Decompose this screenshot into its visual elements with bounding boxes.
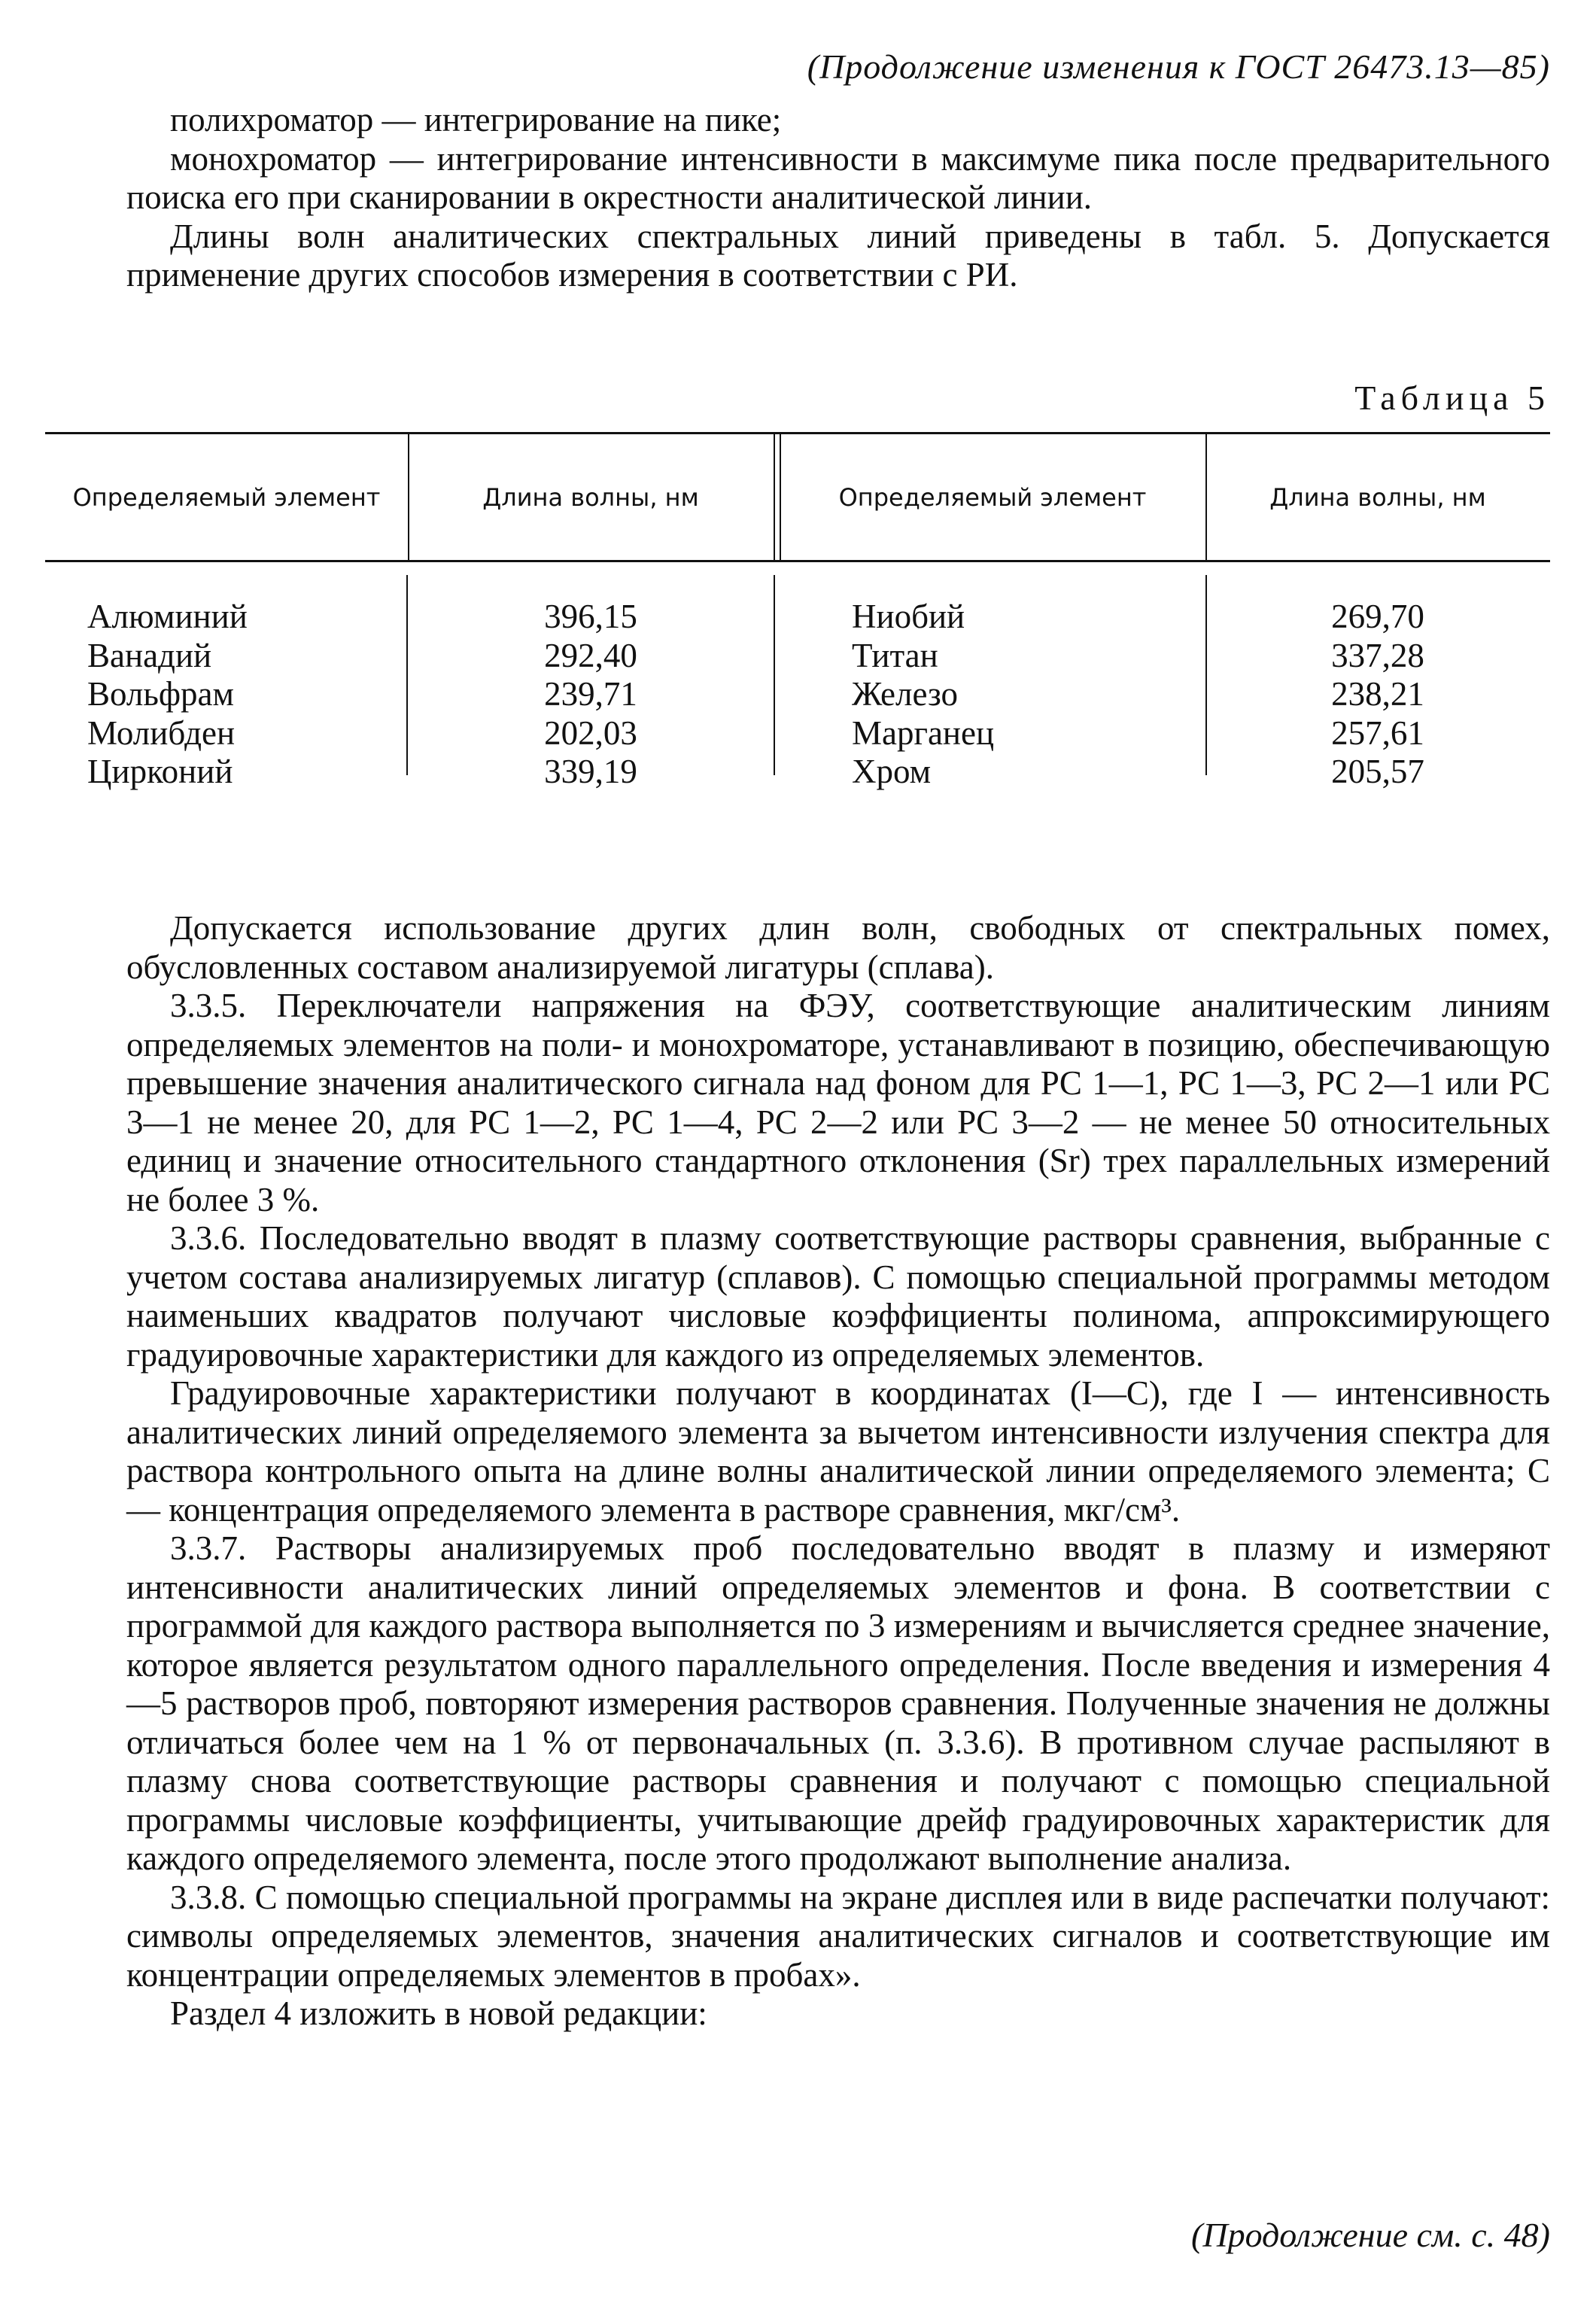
- header-wavelength-right: Длина волны, нм: [1269, 483, 1486, 512]
- wavelength-table: [45, 432, 1550, 798]
- table-cell: 257,61: [1331, 713, 1424, 752]
- left-element-column: [87, 598, 248, 792]
- section-3-3-7: 3.3.7. Растворы анализируемых проб последовательно вводят в плазму и измеряют интенсивности аналитических линий определяемых элементов и фона. В соответствии с программой для каждого раствора выполняется по 3 измерениям и вычисляется среднее значение, которое является результатом одного параллельного определения. После введения и измерения 4—5 растворов проб, повторяют измерения растворов сравнения. Полученные значения не должны отличаться более чем на 1 % от первоначальных (п. 3.3.6). В противном случае распыляют в плазму снова соответствующие растворы сравнения и получают с помощью специальной программы числовые коэффициенты, учитывающие дрейф градуировочных характеристик для каждого определяемого элемента, после этого продолжают выполнение анализа.: [126, 1529, 1550, 1877]
- header-wavelength-left: Длина волны, нм: [482, 483, 699, 512]
- body-paragraph: Допускается использование других длин волн, свободных от спектральных помех, обусловленных составом анализируемой лигатуры (сплава).: [126, 909, 1550, 986]
- table-top-rule: [45, 432, 1550, 434]
- table-caption: Таблица 5: [1354, 379, 1550, 417]
- section-3-3-5: 3.3.5. Переключатели напряжения на ФЭУ, соответствующие аналитическим линиям определяемых элементов на поли- и монохроматоре, устанавливают в позицию, обеспечивающую превышение значения аналитического сигнала над фоном для PC 1—1, PC 1—3, PC 2—1 или PC 3—1 не менее 20, для PC 1—2, PC 1—4, PC 2—2 или PC 3—2 — не менее 50 относительных единиц и значение относительного стандартного отклонения (Sr) трех параллельных измерений не более 3 %.: [126, 987, 1550, 1218]
- table-cell: 238,21: [1331, 675, 1424, 713]
- left-wavelength-column: [408, 598, 774, 792]
- body-paragraph: Градуировочные характеристики получают в координатах (I—C), где I — интенсивность аналитических линий определяемого элемента за вычетом интенсивности излучения спектра для раствора контрольного опыта на длине волны аналитической линии определяемого элемента; С — концентрация определяемого элемента в растворе сравнения, мкг/см³.: [126, 1374, 1550, 1529]
- table-cell: Вольфрам: [87, 675, 235, 713]
- table-cell: 202,03: [544, 713, 637, 752]
- table-cell: 239,71: [544, 675, 637, 713]
- table-cell: Титан: [852, 636, 938, 674]
- table-cell: 292,40: [544, 636, 637, 674]
- header-element-left: Определяемый элемент: [72, 483, 381, 512]
- table-cell: Марганец: [852, 713, 995, 752]
- column-divider: [774, 575, 775, 775]
- table-cell: 337,28: [1331, 636, 1424, 674]
- body-text: [126, 909, 1550, 2034]
- section-3-3-6: 3.3.6. Последовательно вводят в плазму соответствующие растворы сравнения, выбранные с учетом состава анализируемых лигатур (сплавов). С помощью специальной программы методом наименьших квадратов получают числовые коэффициенты полинома, аппроксимирующего градуировочные характеристики для каждого из определяемых элементов.: [126, 1219, 1550, 1374]
- column-divider: [774, 432, 775, 560]
- header-element-right: Определяемый элемент: [838, 483, 1147, 512]
- right-element-column: [852, 598, 994, 792]
- table-cell: Алюминий: [87, 598, 248, 635]
- body-paragraph: Раздел 4 изложить в новой редакции:: [170, 1994, 707, 2032]
- section-3-3-8: 3.3.8. С помощью специальной программы на экране дисплея или в виде распечатки получают: символы определяемых элементов, значения аналитических сигналов и соответствующие им концентрации определяемых элементов в пробах».: [126, 1878, 1550, 1994]
- table-cell: 396,15: [544, 598, 637, 635]
- table-cell: Ванадий: [87, 636, 212, 674]
- intro-paragraph: монохроматор — интегрирование интенсивности в максимуме пика после предварительного поиска его при сканировании в окрестности аналитической линии.: [126, 139, 1550, 216]
- right-wavelength-column: [1205, 598, 1550, 792]
- table-cell: Молибден: [87, 713, 236, 752]
- intro-text: [126, 101, 1550, 295]
- table-cell: Ниобий: [852, 598, 965, 635]
- intro-paragraph: Длины волн аналитических спектральных линий приведены в табл. 5. Допускается применение других способов измерения в соответствии с РИ.: [126, 217, 1550, 294]
- table-cell: Хром: [852, 753, 932, 790]
- table-cell: 269,70: [1331, 598, 1424, 635]
- table-cell: Железо: [852, 675, 958, 713]
- intro-paragraph: полихроматор — интегрирование на пике;: [170, 101, 782, 138]
- table-header-rule: [45, 560, 1550, 562]
- running-header: (Продолжение изменения к ГОСТ 26473.13—85): [807, 47, 1550, 86]
- table-cell: 339,19: [544, 753, 637, 790]
- table-cell: Цирконий: [87, 753, 233, 790]
- continuation-note: (Продолжение см. с. 48): [1191, 2216, 1550, 2254]
- table-cell: 205,57: [1331, 753, 1424, 790]
